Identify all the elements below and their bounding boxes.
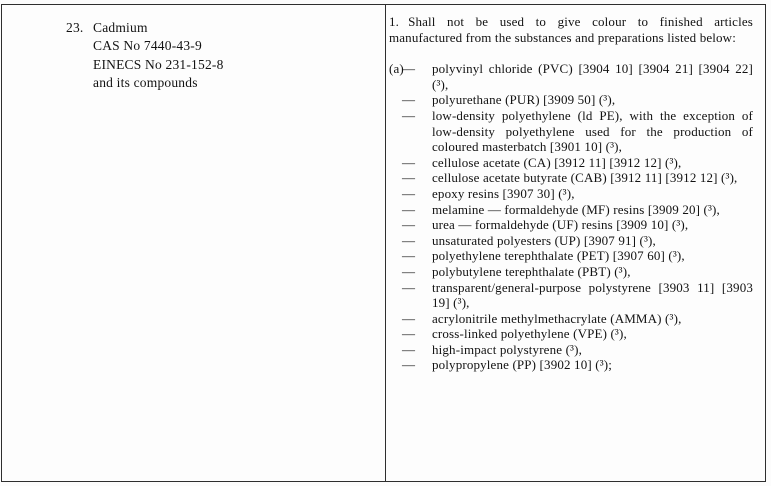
dash-marker: — [402, 107, 416, 123]
dash-marker: — [402, 310, 416, 326]
list-item [389, 61, 753, 92]
list-item [389, 280, 753, 311]
dash-marker: — [402, 263, 416, 279]
dash-marker: — [402, 185, 416, 201]
list-item [389, 357, 753, 373]
list-item-text: cellulose acetate (CA) [3912 11] [3912 12] (³), [432, 154, 682, 170]
substance-entry [66, 19, 358, 92]
list-item-text: polybutylene terephthalate (PBT) (³), [432, 263, 631, 279]
list-item-text: polypropylene (PP) [3902 10] (³); [432, 357, 612, 373]
entry-number: 23. [66, 20, 84, 35]
dash-marker: — [402, 341, 416, 357]
cas-number: CAS No 7440-43-9 [93, 38, 202, 54]
list-item-text: high-impact polystyrene (³), [432, 341, 582, 357]
list-item-text: polyurethane (PUR) [3909 50] (³), [432, 92, 616, 108]
dash-marker: — [402, 217, 416, 233]
list-label: (a) [389, 61, 404, 77]
restrictions-cell [389, 14, 753, 373]
list-item [389, 202, 753, 218]
list-item [389, 311, 753, 327]
list-item-text: urea — formaldehyde (UF) resins [3909 10] (³), [432, 217, 689, 233]
clause-text: Shall not be used to give colour to finished articles manufactured from the substances and preparations listed below: [389, 14, 753, 45]
restriction-intro [389, 14, 753, 45]
list-item [389, 186, 753, 202]
list-item [389, 92, 753, 108]
list-item-text: low-density polyethylene (ld PE), with the exception of low-density polyethylene used for the production of coloured masterbatch [3901 10] (³), [432, 107, 753, 155]
list-item [389, 248, 753, 264]
dash-marker: — [402, 92, 416, 108]
dash-marker: — [402, 279, 416, 295]
dash-marker: — [402, 357, 416, 373]
list-item [389, 264, 753, 280]
dash-marker: — [402, 326, 416, 342]
table-frame [1, 4, 766, 482]
list-item [389, 326, 753, 342]
list-item-text: melamine — formaldehyde (MF) resins [3909 20] (³), [432, 201, 720, 217]
dash-marker: — [402, 248, 416, 264]
dash-marker: — [402, 201, 416, 217]
list-item-text: unsaturated polyesters (UP) [3907 91] (³), [432, 232, 656, 248]
einecs-number: EINECS No 231-152-8 [93, 56, 224, 72]
list-item-text: acrylonitrile methylmethacrylate (AMMA) (³), [432, 310, 682, 326]
list-item-text: cellulose acetate butyrate (CAB) [3912 11] [3912 12] (³), [432, 170, 738, 186]
dash-marker: — [402, 170, 416, 186]
substance-name: Cadmium [93, 20, 148, 35]
substance-list [389, 61, 753, 373]
list-item [389, 217, 753, 233]
substance-details [93, 19, 224, 92]
dash-marker: — [402, 232, 416, 248]
list-item [389, 155, 753, 171]
list-item-text: polyethylene terephthalate (PET) [3907 60] (³), [432, 248, 685, 264]
list-item [389, 108, 753, 155]
dash-marker: — [402, 61, 416, 77]
compounds-note: and its compounds [93, 74, 198, 90]
column-divider [385, 5, 386, 481]
list-item-text: epoxy resins [3907 30] (³), [432, 185, 575, 201]
list-item [389, 342, 753, 358]
dash-marker: — [402, 154, 416, 170]
list-item-text: cross-linked polyethylene (VPE) (³), [432, 326, 627, 342]
list-item-text: transparent/general-purpose polystyrene [3903 11] [3903 19] (³), [432, 279, 753, 311]
list-item [389, 233, 753, 249]
list-item [389, 170, 753, 186]
substance-cell [66, 19, 358, 92]
clause-number: 1. [389, 14, 400, 29]
list-item-text: polyvinyl chloride (PVC) [3904 10] [3904 21] [3904 22] (³), [432, 61, 753, 92]
